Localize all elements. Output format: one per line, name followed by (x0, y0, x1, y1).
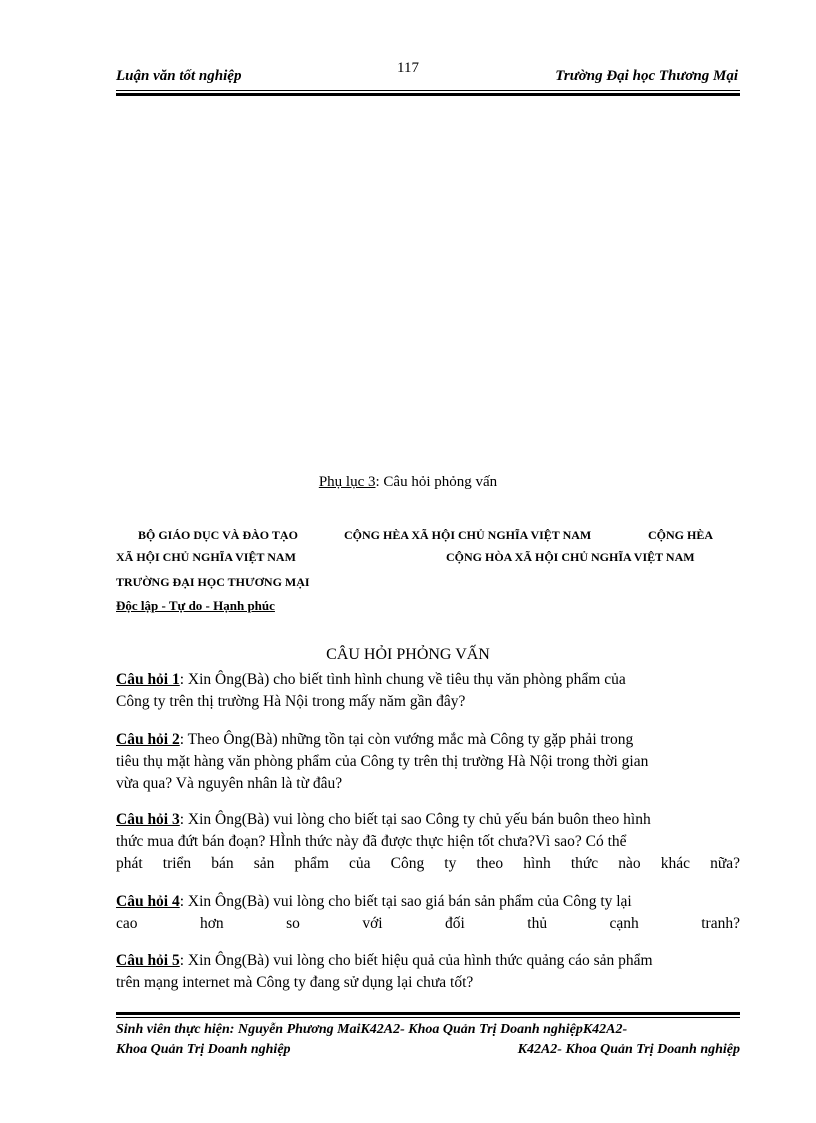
letterhead-motto: Độc lập - Tự do - Hạnh phúc (116, 598, 275, 613)
word: đối (445, 915, 465, 932)
question-text: : Xin Ông(Bà) vui lòng cho biết tại sao giá bán sản phẩm của Công ty lại (179, 893, 632, 910)
question-label: Câu hỏi 2 (116, 731, 180, 748)
word: so (286, 915, 300, 932)
question-text: thức mua đứt bán đoạn? HÌnh thức này đã được thực hiện tốt chưa?Vì sao? Có thể (116, 833, 627, 850)
footer-rule-thick (116, 1012, 740, 1015)
footer-line-2-left: Khoa Quản Trị Doanh nghiệp (116, 1042, 291, 1057)
word: cao (116, 915, 138, 932)
question-3 (116, 809, 740, 875)
word: cạnh (609, 915, 639, 932)
letterhead-ministry: BỘ GIÁO DỤC VÀ ĐÀO TẠO (138, 528, 298, 542)
header-right-title: Trường Đại học Thương Mại (555, 68, 738, 84)
appendix-title (0, 474, 816, 491)
question-4 (116, 891, 740, 935)
question-text: Công ty trên thị trường Hà Nội trong mấy năm gần đây? (116, 693, 466, 710)
question-text: tiêu thụ mặt hàng văn phòng phẩm của Công ty trên thị trường Hà Nội trong thời gian (116, 753, 649, 770)
footer (116, 1020, 740, 1060)
letterhead-republic-1: CỘNG HÈA XÃ HỘI CHỦ NGHĨA VIỆT NAM (344, 528, 592, 542)
question-text: vừa qua? Và nguyên nhân là từ đâu? (116, 775, 343, 792)
appendix-rest: : Câu hỏi phỏng vấn (375, 474, 498, 490)
letterhead-university: TRƯỜNG ĐẠI HỌC THƯƠNG MẠI (116, 575, 310, 589)
footer-line-2-right: K42A2- Khoa Quản Trị Doanh nghiệp (517, 1042, 740, 1057)
question-text: : Theo Ông(Bà) những tồn tại còn vướng mắc mà Công ty gặp phải trong (179, 731, 634, 748)
question-label: Câu hỏi 3 (116, 811, 180, 828)
footer-rule-thin (116, 1017, 740, 1018)
letterhead-republic-2: CỘNG HÈA (648, 528, 714, 542)
header-rule-thin (116, 90, 740, 91)
footer-line-2 (116, 1040, 740, 1060)
letterhead-republic-3: XÃ HỘI CHỦ NGHĨA VIỆT NAM (116, 550, 296, 564)
word: với (362, 915, 383, 932)
word: hơn (199, 915, 224, 932)
header-left-title: Luận văn tốt nghiệp (116, 68, 242, 84)
question-5 (116, 950, 740, 994)
question-1 (116, 669, 740, 713)
question-4-spread-line (116, 913, 740, 935)
appendix-label: Phụ lục 3 (318, 474, 376, 490)
word: tranh? (701, 915, 740, 932)
question-text: trên mạng internet mà Công ty đang sử dụng lại chưa tốt? (116, 974, 474, 991)
question-label: Câu hỏi 4 (116, 893, 180, 910)
question-text: : Xin Ông(Bà) cho biết tình hình chung về tiêu thụ văn phòng phẩm của (179, 671, 626, 688)
question-label: Câu hỏi 1 (116, 671, 180, 688)
question-2 (116, 729, 740, 795)
letterhead-republic-4: CỘNG HÒA XÃ HỘI CHỦ NGHĨA VIỆT NAM (446, 550, 695, 564)
document-heading: CÂU HỎI PHỎNG VẤN (326, 646, 490, 663)
footer-line-1: Sinh viên thực hiện: Nguyễn Phương MaiK42A2- Khoa Quản Trị Doanh nghiệpK42A2- (116, 1022, 628, 1037)
header-rule-thick (116, 93, 740, 96)
question-label: Câu hỏi 5 (116, 952, 180, 969)
question-text: : Xin Ông(Bà) vui lòng cho biết tại sao Công ty chủ yếu bán buôn theo hình (179, 811, 651, 828)
word: thủ (527, 915, 548, 932)
question-text: : Xin Ông(Bà) vui lòng cho biết hiệu quả của hình thức quảng cáo sản phẩm (179, 952, 653, 969)
question-text: phát triển bán sản phẩm của Công ty theo hình thức nào khác nữa? (116, 855, 740, 872)
page-number: 117 (397, 60, 419, 76)
